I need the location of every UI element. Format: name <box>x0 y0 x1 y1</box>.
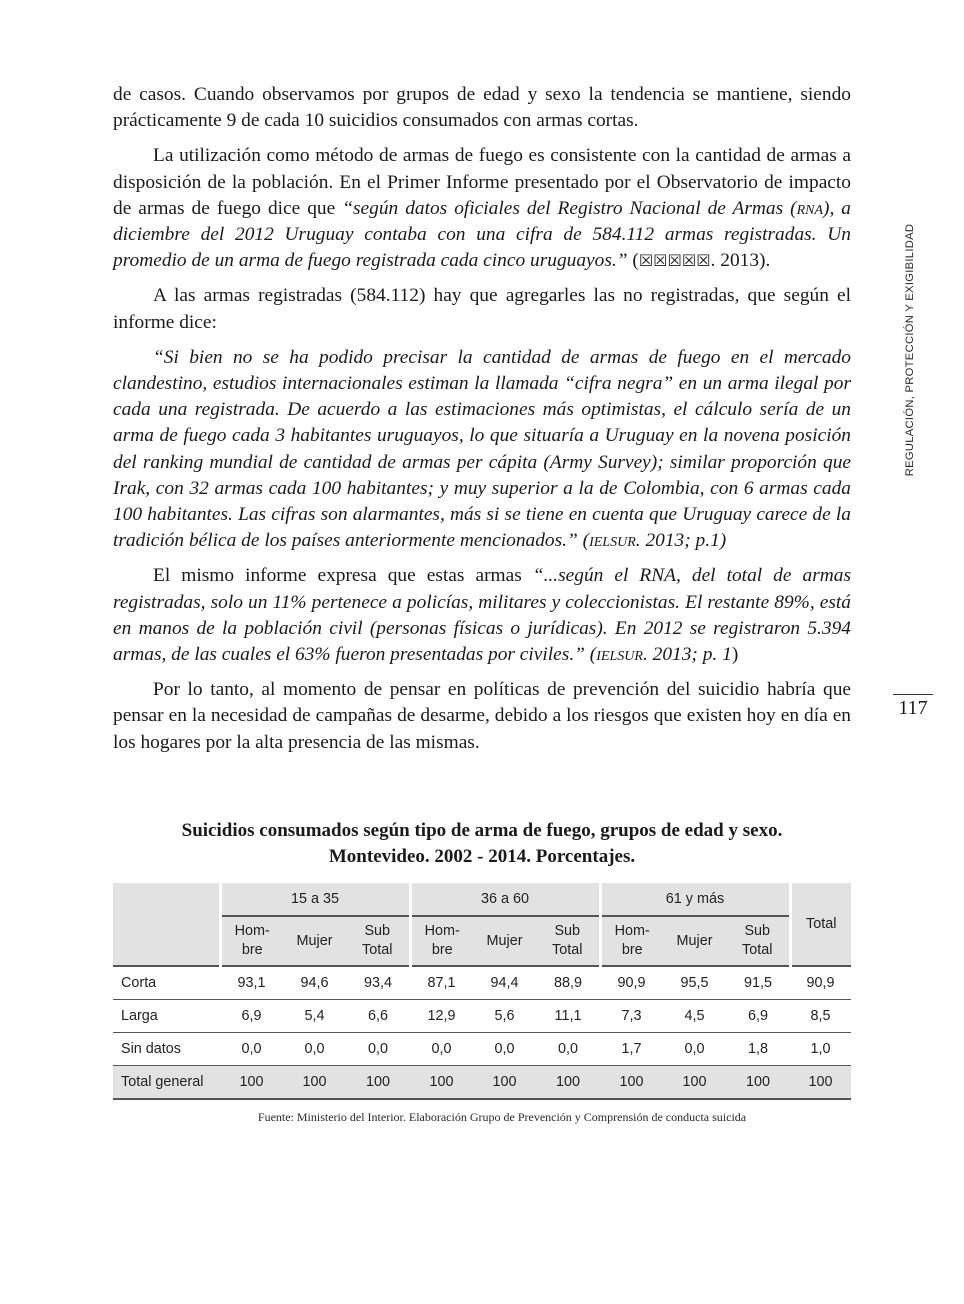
header-subtotal <box>726 916 790 966</box>
row-label: Corta <box>113 966 220 1000</box>
table-cell: 0,0 <box>283 1033 346 1066</box>
header-subtotal-line1: Sub <box>364 923 391 939</box>
table-cell: 94,6 <box>283 966 346 1000</box>
paragraph-3: A las armas registradas (584.112) hay que agregarles las no registradas, que según el informe dice: <box>113 285 851 333</box>
header-mujer: Mujer <box>473 916 536 966</box>
header-hombre-line1: Hom- <box>614 923 650 939</box>
paragraph-4-cite-acronym: ielsur <box>589 530 636 552</box>
table-cell: 11,1 <box>536 1000 600 1033</box>
paragraph-6: Por lo tanto, al momento de pensar en políticas de prevención del suicidio habría que pensar en la necesidad de campañas de desarme, debido a los riesgos que existen hoy en día en los hogares por la alta presencia de las mismas. <box>113 679 851 753</box>
table-cell: 0,0 <box>536 1033 600 1066</box>
header-subtotal-line2: Total <box>742 942 773 958</box>
header-hombre-line2: bre <box>241 942 263 958</box>
header-empty-cell <box>113 883 220 916</box>
header-hombre <box>600 916 663 966</box>
table-cell: 7,3 <box>600 1000 663 1033</box>
header-subtotal <box>536 916 600 966</box>
header-hombre <box>410 916 473 966</box>
table-title-line-1: Suicidios consumados según tipo de arma de fuego, grupos de edad y sexo. <box>181 820 783 841</box>
table-cell: 88,9 <box>536 966 600 1000</box>
header-subtotal <box>346 916 410 966</box>
row-label: Total general <box>113 1066 220 1100</box>
paragraph-1: de casos. Cuando observamos por grupos de edad y sexo la tendencia se mantiene, siendo prácticamente 9 de cada 10 suicidios consumados con armas cortas. <box>113 84 851 132</box>
header-group-61-plus: 61 y más <box>600 883 790 916</box>
paragraph-5-close: ) <box>731 644 739 666</box>
table-cell: 0,0 <box>220 1033 283 1066</box>
running-section-title <box>898 218 922 483</box>
paragraph-5-intro: El mismo informe expresa que estas armas <box>153 565 533 587</box>
header-subtotal-line1: Sub <box>744 923 771 939</box>
table-row <box>113 1000 851 1033</box>
table-cell: 8,5 <box>790 1000 851 1033</box>
suicide-firearm-table <box>113 883 851 1100</box>
table-cell: 100 <box>410 1066 473 1100</box>
paragraph-2-intro: La utilización como método de armas de fuego es consistente con la cantidad de armas a disposición de la población. En el Primer Informe presentado por el Observatorio de impacto de armas de fuego dice que <box>113 145 851 219</box>
table-cell: 5,6 <box>473 1000 536 1033</box>
paragraph-2-cite-open: ( <box>627 250 639 272</box>
header-hombre <box>220 916 283 966</box>
table-cell: 1,8 <box>726 1033 790 1066</box>
page-number: 117 <box>893 694 933 720</box>
table-cell: 100 <box>600 1066 663 1100</box>
paragraph-5-cite-rest: . 2013; p. 1 <box>642 644 732 666</box>
table-cell: 0,0 <box>663 1033 726 1066</box>
paragraph-4-quote-text: “Si bien no se ha podido precisar la cantidad de armas de fuego en el mercado clandestino, estudios internacionales estiman la llamada “cifra negra” en un arma ilegal por cada una registrada. De acuerdo a las estimaciones más optimistas, el cálculo sería de un arma de fuego cada 3 habitantes uruguayos, lo que situaría a Uruguay en la novena posición del ranking mundial de cantidad de armas per cápita (Army Survey); similar proporción que Irak, con 32 armas cada 100 habitantes; y muy superior a la de Colombia, con 6 armas cada 100 habitantes. Las cifras son alarmantes, más si se tiene en cuenta que Uruguay carece de la tradición bélica de los países anteriormente mencionados.” ( <box>113 346 851 552</box>
table-cell: 5,4 <box>283 1000 346 1033</box>
paragraph-2-quote-acronym: rna <box>796 197 824 219</box>
header-hombre-line1: Hom- <box>424 923 460 939</box>
table-title-line-2: Montevideo. 2002 - 2014. Porcentajes. <box>328 846 636 867</box>
table-cell: 94,4 <box>473 966 536 1000</box>
table-cell: 93,4 <box>346 966 410 1000</box>
table-row-total <box>113 1066 851 1100</box>
header-total: Total <box>790 883 851 966</box>
table-cell: 100 <box>536 1066 600 1100</box>
table-cell: 95,5 <box>663 966 726 1000</box>
running-section-title-text: REGULACIÓN, PROTECCIÓN Y EXIGIBILIDAD <box>904 223 916 477</box>
table-cell: 100 <box>663 1066 726 1100</box>
paragraph-4-quote <box>113 345 851 555</box>
header-mujer: Mujer <box>663 916 726 966</box>
table-cell: 100 <box>346 1066 410 1100</box>
table-header-subcolumns <box>113 916 851 966</box>
table-cell: 100 <box>790 1066 851 1100</box>
header-subtotal-line1: Sub <box>554 923 581 939</box>
table-cell: 90,9 <box>600 966 663 1000</box>
body-text <box>113 82 851 765</box>
table-cell: 90,9 <box>790 966 851 1000</box>
paragraph-2 <box>113 143 851 274</box>
header-subtotal-line2: Total <box>552 942 583 958</box>
table-cell: 12,9 <box>410 1000 473 1033</box>
header-hombre-line2: bre <box>431 942 453 958</box>
table-cell: 87,1 <box>410 966 473 1000</box>
table-header-groups <box>113 883 851 916</box>
paragraph-5 <box>113 563 851 668</box>
header-mujer: Mujer <box>283 916 346 966</box>
paragraph-5-cite-acronym: ielsur <box>596 644 643 666</box>
table-cell: 100 <box>473 1066 536 1100</box>
table-cell: 1,7 <box>600 1033 663 1066</box>
table-cell: 100 <box>726 1066 790 1100</box>
row-label: Larga <box>113 1000 220 1033</box>
paragraph-5-quote-text: “...según el RNA, del total de armas registradas, solo un 11% pertenece a policías, militares y coleccionistas. El restante 89%, está en manos de la población civil (personas físicas o jurídicas). En 2012 se registraron 5.394 armas, de las cuales el 63% fueron presentadas por civiles.” ( <box>113 565 851 666</box>
table-cell: 91,5 <box>726 966 790 1000</box>
table-cell: 100 <box>220 1066 283 1100</box>
table-source-note: Fuente: Ministerio del Interior. Elaboración Grupo de Prevención y Comprensión de conducta suicida <box>257 1110 747 1124</box>
table-cell: 0,0 <box>346 1033 410 1066</box>
table-cell: 4,5 <box>663 1000 726 1033</box>
table-cell: 100 <box>283 1066 346 1100</box>
paragraph-2-quote-b: ), a diciembre del 2012 Uruguay contaba con una cifra de 584.112 armas registradas. Un promedio de un arma de fuego registrada cada cinco uruguayos.” <box>113 197 851 272</box>
paragraph-2-cite-close: . 2013). <box>710 250 771 272</box>
header-group-36-60: 36 a 60 <box>410 883 600 916</box>
table-cell: 0,0 <box>410 1033 473 1066</box>
paragraph-2-cite-glyphs: ☒☒☒☒☒ <box>638 251 711 271</box>
paragraph-4-cite-rest: . 2013; p.1) <box>635 530 727 552</box>
header-subtotal-line2: Total <box>362 942 393 958</box>
table-row <box>113 966 851 1000</box>
row-label: Sin datos <box>113 1033 220 1066</box>
table-cell: 0,0 <box>473 1033 536 1066</box>
table-cell: 6,6 <box>346 1000 410 1033</box>
header-empty-cell <box>113 916 220 966</box>
table-cell: 6,9 <box>220 1000 283 1033</box>
header-group-15-35: 15 a 35 <box>220 883 410 916</box>
header-hombre-line1: Hom- <box>234 923 270 939</box>
table-cell: 6,9 <box>726 1000 790 1033</box>
header-hombre-line2: bre <box>621 942 643 958</box>
table-row <box>113 1033 851 1066</box>
table-title <box>113 818 851 870</box>
table-cell: 1,0 <box>790 1033 851 1066</box>
table-cell: 93,1 <box>220 966 283 1000</box>
paragraph-2-quote-a: “según datos oficiales del Registro Nacional de Armas ( <box>342 197 797 219</box>
